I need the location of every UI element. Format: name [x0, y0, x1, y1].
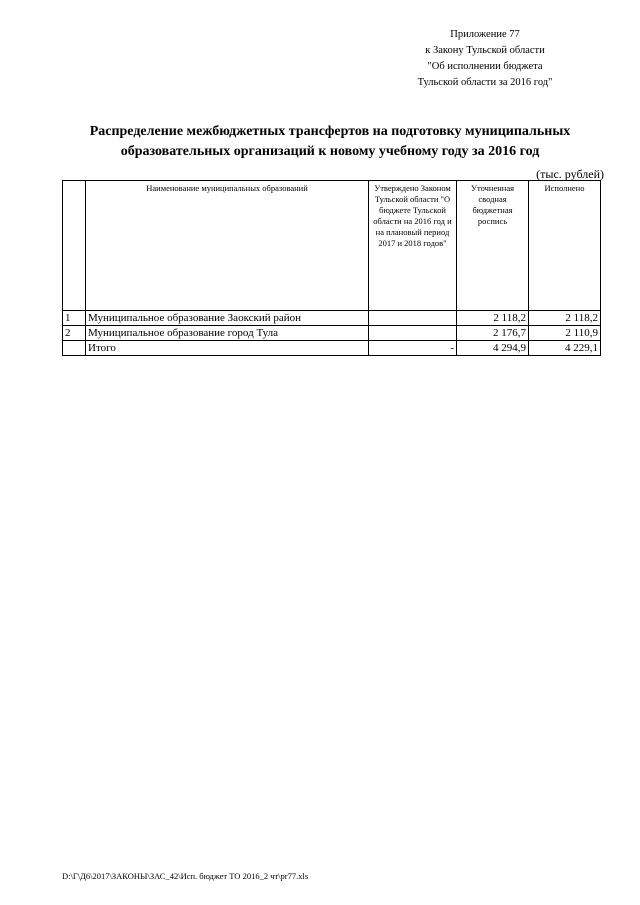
appendix-line-4: Тульской области за 2016 год" — [417, 77, 553, 88]
table-row — [63, 311, 601, 326]
file-path-footer: D:\Г\Д6\2017\ЗАКОНЫ\ЗАС_42\Исп. бюджет ТО 2016_2 чт\pr77.xls — [62, 871, 309, 881]
table-total-row — [63, 341, 601, 356]
total-executed: 4 229,1 — [529, 341, 601, 356]
row-executed: 2 118,2 — [529, 311, 601, 326]
row-executed: 2 110,9 — [529, 326, 601, 341]
row-revised: 2 176,7 — [457, 326, 529, 341]
row-approved — [369, 326, 457, 341]
header-num — [63, 181, 86, 311]
table-row — [63, 326, 601, 341]
appendix-line-1: Приложение 77 — [450, 29, 520, 40]
total-revised: 4 294,9 — [457, 341, 529, 356]
row-num: 2 — [63, 326, 86, 341]
appendix-line-2: к Закону Тульской области — [425, 45, 545, 56]
budget-table — [62, 180, 601, 356]
title-line-2: образовательных организаций к новому учебному году за 2016 год — [120, 144, 540, 159]
header-executed: Исполнено — [529, 181, 601, 311]
row-approved — [369, 311, 457, 326]
total-num — [63, 341, 86, 356]
header-revised: Уточненная сводная бюджетная роспись — [457, 181, 529, 311]
row-name: Муниципальное образование Заокский район — [86, 311, 369, 326]
units-label: (тыс. рублей) — [536, 167, 604, 181]
total-approved: - — [369, 341, 457, 356]
row-num: 1 — [63, 311, 86, 326]
document-title — [40, 122, 620, 162]
header-approved: Утверждено Законом Тульской области "О бюджете Тульской области на 2016 год и на плановый период 2017 и 2018 годов" — [369, 181, 457, 311]
appendix-block — [380, 27, 590, 91]
title-line-1: Распределение межбюджетных трансфертов на подготовку муниципальных — [89, 124, 571, 139]
row-revised: 2 118,2 — [457, 311, 529, 326]
table-header-row — [63, 181, 601, 311]
row-name: Муниципальное образование город Тула — [86, 326, 369, 341]
header-name: Наименование муниципальных образований — [86, 181, 369, 311]
appendix-line-3: "Об исполнении бюджета — [427, 61, 543, 72]
total-name: Итого — [86, 341, 369, 356]
